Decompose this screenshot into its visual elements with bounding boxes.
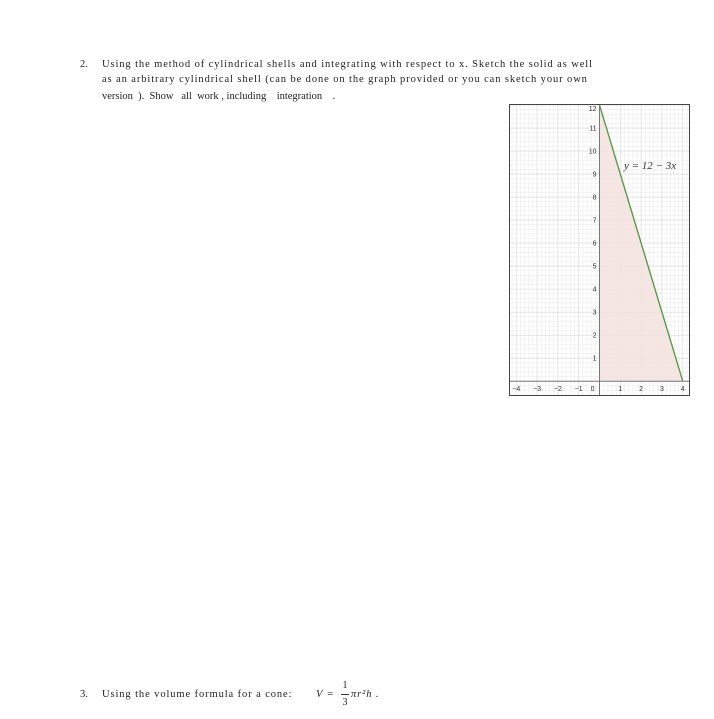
y-tick-label: 11 xyxy=(589,125,597,133)
x-tick-label: −2 xyxy=(553,386,562,394)
y-tick-label: 2 xyxy=(592,332,597,340)
graph-panel xyxy=(509,104,690,396)
fraction-numerator: 1 xyxy=(342,680,348,691)
y-tick-label: 8 xyxy=(592,194,597,202)
question-2-line-2: as an arbitrary cylindrical shell (can be done on the graph provided or you can sketch your own xyxy=(102,74,588,85)
y-tick-label: 12 xyxy=(588,106,597,113)
x-tick-label: −4 xyxy=(512,386,521,394)
question-2-line-1: Using the method of cylindrical shells and integrating with respect to x. Sketch the solid as well xyxy=(102,59,593,70)
x-tick-label: −1 xyxy=(574,386,583,394)
graph-svg xyxy=(510,105,689,395)
question-2-number: 2. xyxy=(80,59,88,70)
equation-label: y = 12 − 3x xyxy=(624,160,677,172)
fraction-denominator: 3 xyxy=(342,697,348,708)
y-tick-label: 7 xyxy=(592,217,597,225)
x-tick-label: −3 xyxy=(533,386,542,394)
y-tick-label: 6 xyxy=(592,240,597,248)
x-tick-label: 0 xyxy=(590,386,595,394)
fraction-bar xyxy=(341,694,349,695)
y-tick-label: 1 xyxy=(592,355,597,363)
y-tick-label: 9 xyxy=(592,171,597,179)
x-tick-label: 3 xyxy=(659,386,664,394)
x-tick-label: 1 xyxy=(618,386,623,394)
question-3-number: 3. xyxy=(80,689,88,700)
y-tick-label: 3 xyxy=(592,309,597,317)
y-tick-label: 4 xyxy=(592,286,597,294)
formula-rhs: πr²h . xyxy=(351,689,380,700)
formula-lhs: V = xyxy=(316,689,335,700)
x-tick-label: 4 xyxy=(680,386,685,394)
y-tick-label: 5 xyxy=(592,263,597,271)
y-tick-label: 10 xyxy=(588,148,597,156)
question-3-text: Using the volume formula for a cone: xyxy=(102,689,293,700)
question-2-line-3: version ). Show all work , including integration . xyxy=(102,91,336,102)
x-tick-label: 2 xyxy=(639,386,644,394)
